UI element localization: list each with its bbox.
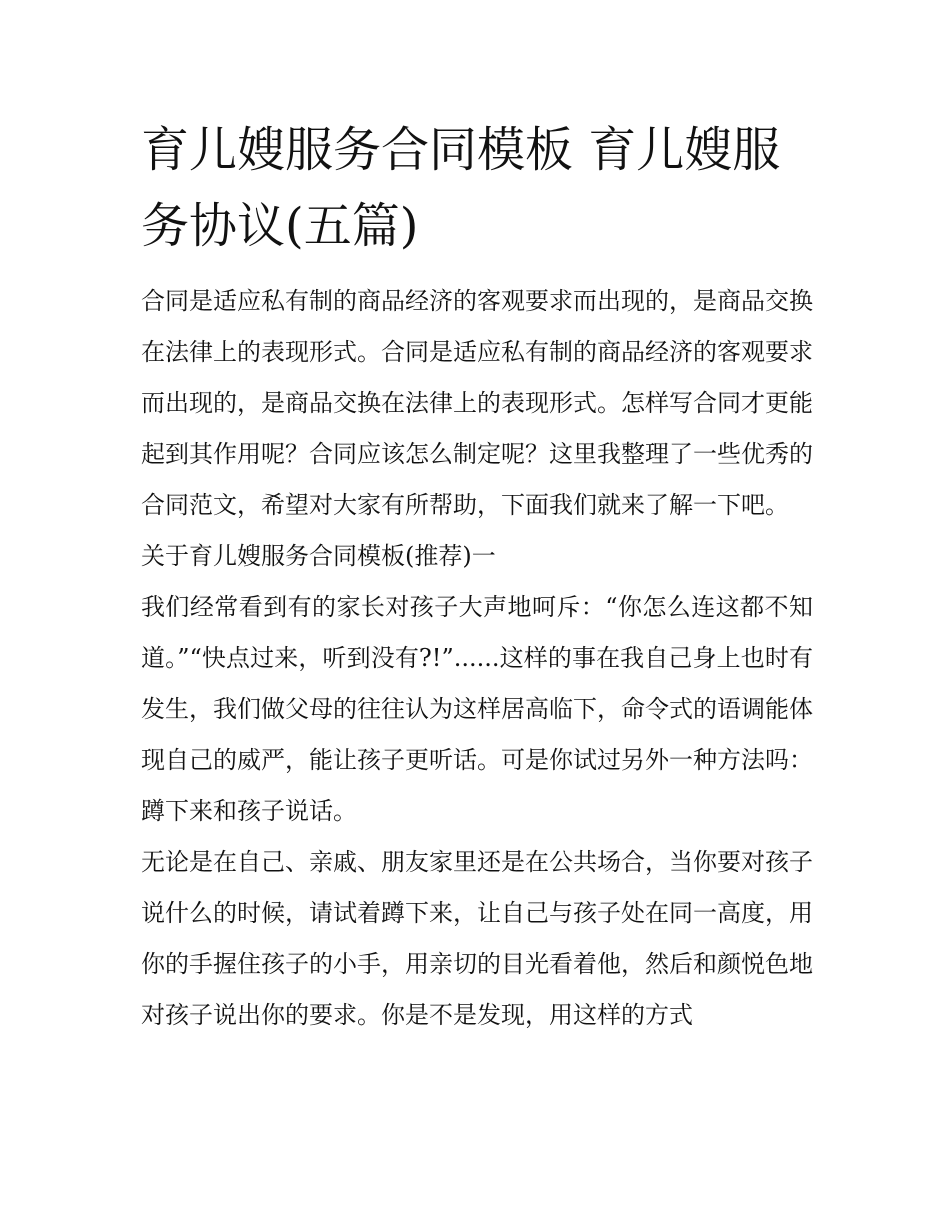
section-heading: 关于育儿嫂服务合同模板(推荐)一: [141, 542, 496, 570]
document-body: [141, 276, 813, 1041]
intro-paragraph: 合同是适应私有制的商品经济的客观要求而出现的，是商品交换在法律上的表现形式。合同是适应私有制的商品经济的客观要求而出现的，是商品交换在法律上的表现形式。怎样写合同才更能起到其作用呢？合同应该怎么制定呢？这里我整理了一些优秀的合同范文，希望对大家有所帮助，下面我们就来了解一下吧。: [141, 287, 813, 519]
document-title: 育儿嫂服务合同模板 育儿嫂服务协议(五篇): [141, 122, 781, 254]
body-paragraph: 我们经常看到有的家长对孩子大声地呵斥：“你怎么连这都不知道。”“快点过来，听到没有?!”......这样的事在我自己身上也时有发生，我们做父母的往往认为这样居高临下，命令式的语调能体现自己的威严，能让孩子更听话。可是你试过另外一种方法吗：蹲下来和孩子说话。: [141, 593, 813, 825]
body-paragraph: 无论是在自己、亲戚、朋友家里还是在公共场合，当你要对孩子说什么的时候，请试着蹲下来，让自己与孩子处在同一高度，用你的手握住孩子的小手，用亲切的目光看着他，然后和颜悦色地对孩子说出你的要求。你是不是发现，用这样的方式: [141, 848, 813, 1029]
